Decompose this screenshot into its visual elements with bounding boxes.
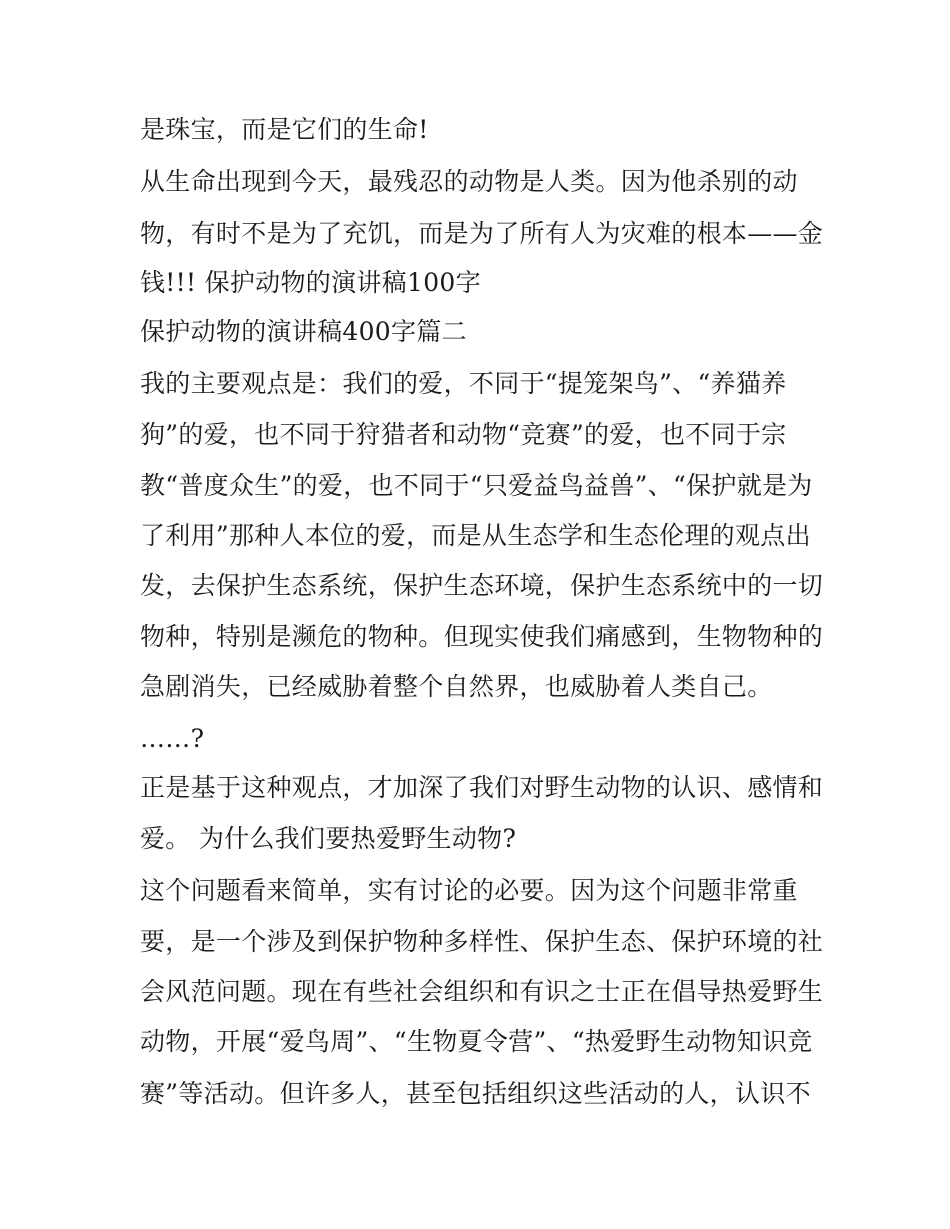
text-line: 教“普度众生”的爱，也不同于“只爱益鸟益兽”、“保护就是为 [140,471,813,500]
text-line: 我的主要观点是：我们的爱，不同于“提笼架鸟”、“养猫养 [140,369,787,398]
section-heading: 保护动物的演讲稿400字篇二 [140,317,467,346]
text-line: 物，有时不是为了充饥，而是为了所有人为灾难的根本——金 [140,219,824,248]
text-line: 是珠宝，而是它们的生命! [140,115,429,144]
text-line: 狗”的爱，也不同于狩猎者和动物“竞赛”的爱，也不同于宗 [140,420,787,449]
text-line: 发，去保护生态系统，保护生态环境，保护生态系统中的一切 [140,571,824,600]
text-line: 从生命出现到今天，最残忍的动物是人类。因为他杀别的动 [140,167,798,196]
text-line: 急剧消失，已经威胁着整个自然界，也威胁着人类自己。 [140,672,773,701]
text-line: 了利用”那种人本位的爱，而是从生态学和生态伦理的观点出 [140,521,811,550]
text-line: 动物，开展“爱鸟周”、“生物夏令营”、“热爱野生动物知识竞 [140,1027,813,1056]
text-line: 这个问题看来简单，实有讨论的必要。因为这个问题非常重 [140,876,798,905]
text-line: 物种，特别是濒危的物种。但现实使我们痛感到，生物物种的 [140,622,824,651]
text-line: 正是基于这种观点，才加深了我们对野生动物的认识、感情和 [140,773,824,802]
text-line: 钱!!! 保护动物的演讲稿100字 [140,268,481,297]
text-line: ……? [140,724,205,753]
text-line: 要，是一个涉及到保护物种多样性、保护生态、保护环境的社 [140,927,824,956]
text-line: 会风范问题。现在有些社会组织和有识之士正在倡导热爱野生 [140,977,824,1006]
text-line: 赛”等活动。但许多人，甚至包括组织这些活动的人，认识不 [140,1079,811,1108]
text-line: 爱。 为什么我们要热爱野生动物? [140,824,517,853]
